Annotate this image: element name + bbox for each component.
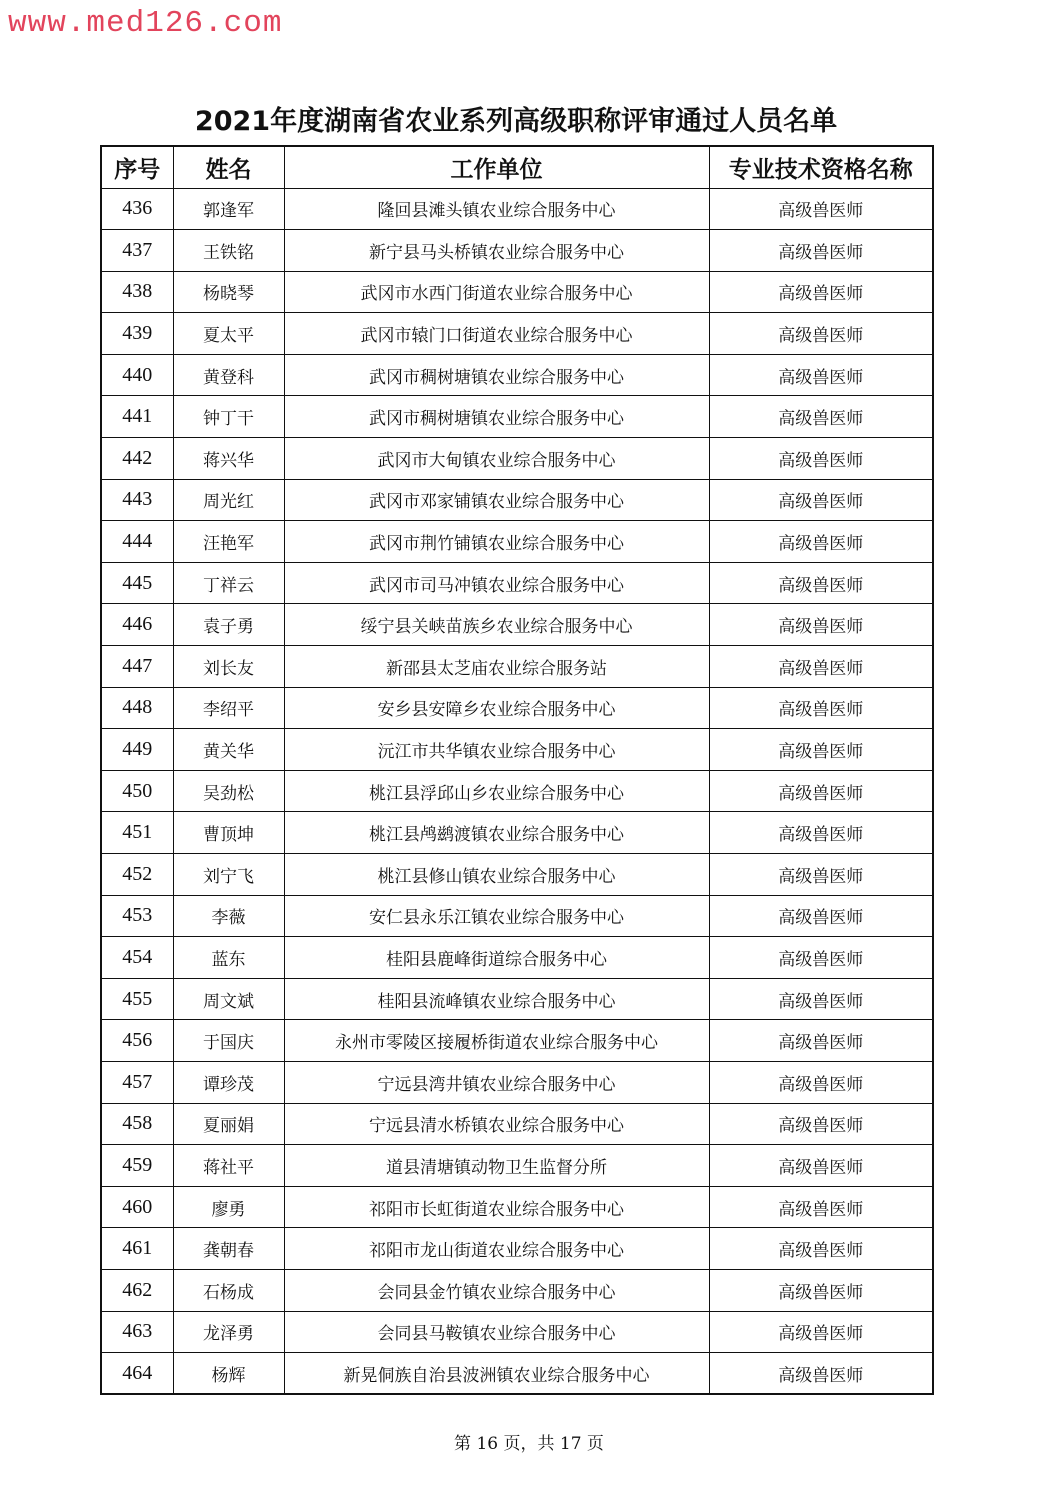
table-row [101,687,933,729]
cell-qualification: 高级兽医师 [709,438,933,480]
cell-workplace: 桃江县浮邱山乡农业综合服务中心 [284,770,709,812]
cell-name: 黄关华 [173,729,284,771]
table-row [101,770,933,812]
table-row [101,646,933,688]
cell-seq: 453 [101,895,173,937]
cell-qualification: 高级兽医师 [709,978,933,1020]
table-row [101,313,933,355]
cell-workplace: 隆回县滩头镇农业综合服务中心 [284,188,709,230]
cell-qualification: 高级兽医师 [709,895,933,937]
cell-workplace: 永州市零陵区接履桥街道农业综合服务中心 [284,1020,709,1062]
table-row [101,188,933,230]
roster-table [100,145,934,1395]
cell-seq: 438 [101,271,173,313]
cell-name: 周文斌 [173,978,284,1020]
cell-seq: 454 [101,937,173,979]
cell-seq: 457 [101,1061,173,1103]
cell-qualification: 高级兽医师 [709,271,933,313]
cell-qualification: 高级兽医师 [709,521,933,563]
cell-name: 龚朝春 [173,1228,284,1270]
cell-name: 杨辉 [173,1353,284,1395]
table-row [101,354,933,396]
header-name: 姓名 [173,146,284,188]
cell-workplace: 武冈市邓家铺镇农业综合服务中心 [284,479,709,521]
table-row [101,396,933,438]
cell-qualification: 高级兽医师 [709,1311,933,1353]
cell-name: 蓝东 [173,937,284,979]
cell-qualification: 高级兽医师 [709,1353,933,1395]
cell-seq: 458 [101,1103,173,1145]
cell-seq: 447 [101,646,173,688]
cell-name: 石杨成 [173,1269,284,1311]
cell-seq: 440 [101,354,173,396]
cell-name: 李薇 [173,895,284,937]
table-header [101,146,933,188]
table-row [101,978,933,1020]
cell-name: 于国庆 [173,1020,284,1062]
cell-name: 蒋兴华 [173,438,284,480]
cell-seq: 459 [101,1145,173,1187]
table-row [101,438,933,480]
cell-workplace: 桃江县修山镇农业综合服务中心 [284,854,709,896]
cell-workplace: 新宁县马头桥镇农业综合服务中心 [284,230,709,272]
cell-workplace: 武冈市荆竹铺镇农业综合服务中心 [284,521,709,563]
cell-qualification: 高级兽医师 [709,313,933,355]
cell-workplace: 武冈市司马冲镇农业综合服务中心 [284,562,709,604]
cell-name: 汪艳军 [173,521,284,563]
cell-workplace: 桂阳县流峰镇农业综合服务中心 [284,978,709,1020]
cell-workplace: 沅江市共华镇农业综合服务中心 [284,729,709,771]
table-row [101,271,933,313]
cell-qualification: 高级兽医师 [709,687,933,729]
cell-qualification: 高级兽医师 [709,854,933,896]
table-row [101,937,933,979]
table-row [101,854,933,896]
table-row [101,812,933,854]
table-row [101,521,933,563]
cell-workplace: 祁阳市龙山街道农业综合服务中心 [284,1228,709,1270]
cell-seq: 462 [101,1269,173,1311]
table-row [101,230,933,272]
cell-seq: 450 [101,770,173,812]
cell-name: 周光红 [173,479,284,521]
cell-workplace: 会同县金竹镇农业综合服务中心 [284,1269,709,1311]
cell-seq: 443 [101,479,173,521]
cell-seq: 463 [101,1311,173,1353]
cell-workplace: 道县清塘镇动物卫生监督分所 [284,1145,709,1187]
cell-workplace: 武冈市稠树塘镇农业综合服务中心 [284,396,709,438]
cell-workplace: 安仁县永乐江镇农业综合服务中心 [284,895,709,937]
watermark: www.med126.com [8,6,283,41]
cell-name: 夏太平 [173,313,284,355]
table-row [101,604,933,646]
header-qualification: 专业技术资格名称 [709,146,933,188]
cell-name: 蒋社平 [173,1145,284,1187]
cell-qualification: 高级兽医师 [709,937,933,979]
table-row [101,1145,933,1187]
header-workplace: 工作单位 [284,146,709,188]
cell-name: 刘长友 [173,646,284,688]
page-footer: 第 16 页，共 17 页 [454,1434,604,1454]
cell-qualification: 高级兽医师 [709,770,933,812]
cell-workplace: 会同县马鞍镇农业综合服务中心 [284,1311,709,1353]
cell-qualification: 高级兽医师 [709,729,933,771]
table-row [101,1186,933,1228]
cell-qualification: 高级兽医师 [709,479,933,521]
cell-qualification: 高级兽医师 [709,1061,933,1103]
table-row [101,1228,933,1270]
cell-name: 曹顶坤 [173,812,284,854]
cell-name: 夏丽娟 [173,1103,284,1145]
cell-seq: 441 [101,396,173,438]
cell-qualification: 高级兽医师 [709,354,933,396]
cell-workplace: 武冈市大甸镇农业综合服务中心 [284,438,709,480]
cell-qualification: 高级兽医师 [709,604,933,646]
cell-name: 廖勇 [173,1186,284,1228]
cell-qualification: 高级兽医师 [709,1228,933,1270]
cell-seq: 460 [101,1186,173,1228]
cell-qualification: 高级兽医师 [709,646,933,688]
cell-seq: 448 [101,687,173,729]
cell-workplace: 宁远县湾井镇农业综合服务中心 [284,1061,709,1103]
cell-qualification: 高级兽医师 [709,188,933,230]
cell-name: 袁子勇 [173,604,284,646]
document-title: 2021年度湖南省农业系列高级职称评审通过人员名单 [194,106,838,137]
cell-workplace: 桃江县鸬鹚渡镇农业综合服务中心 [284,812,709,854]
table-row [101,1103,933,1145]
cell-workplace: 武冈市稠树塘镇农业综合服务中心 [284,354,709,396]
cell-seq: 442 [101,438,173,480]
cell-seq: 449 [101,729,173,771]
table-row [101,1061,933,1103]
table-row [101,895,933,937]
cell-seq: 446 [101,604,173,646]
cell-name: 龙泽勇 [173,1311,284,1353]
cell-name: 刘宁飞 [173,854,284,896]
cell-seq: 452 [101,854,173,896]
cell-seq: 445 [101,562,173,604]
cell-seq: 436 [101,188,173,230]
cell-workplace: 安乡县安障乡农业综合服务中心 [284,687,709,729]
cell-qualification: 高级兽医师 [709,1145,933,1187]
table-row [101,1020,933,1062]
table-row [101,1269,933,1311]
cell-workplace: 新邵县太芝庙农业综合服务站 [284,646,709,688]
cell-qualification: 高级兽医师 [709,812,933,854]
table-body [101,188,933,1394]
cell-name: 黄登科 [173,354,284,396]
cell-seq: 461 [101,1228,173,1270]
cell-qualification: 高级兽医师 [709,1020,933,1062]
table-row [101,479,933,521]
cell-qualification: 高级兽医师 [709,562,933,604]
cell-name: 丁祥云 [173,562,284,604]
cell-workplace: 桂阳县鹿峰街道综合服务中心 [284,937,709,979]
cell-workplace: 新晃侗族自治县波洲镇农业综合服务中心 [284,1353,709,1395]
cell-name: 王铁铭 [173,230,284,272]
header-row [101,146,933,188]
table-row [101,562,933,604]
cell-workplace: 武冈市辕门口街道农业综合服务中心 [284,313,709,355]
cell-qualification: 高级兽医师 [709,1269,933,1311]
cell-workplace: 武冈市水西门街道农业综合服务中心 [284,271,709,313]
cell-seq: 437 [101,230,173,272]
cell-seq: 444 [101,521,173,563]
cell-name: 杨晓琴 [173,271,284,313]
cell-seq: 455 [101,978,173,1020]
cell-seq: 451 [101,812,173,854]
cell-name: 李绍平 [173,687,284,729]
cell-name: 吴劲松 [173,770,284,812]
table-row [101,1353,933,1395]
cell-workplace: 祁阳市长虹街道农业综合服务中心 [284,1186,709,1228]
header-seq: 序号 [101,146,173,188]
cell-seq: 464 [101,1353,173,1395]
cell-workplace: 绥宁县关峡苗族乡农业综合服务中心 [284,604,709,646]
cell-qualification: 高级兽医师 [709,1103,933,1145]
cell-seq: 439 [101,313,173,355]
cell-qualification: 高级兽医师 [709,230,933,272]
cell-workplace: 宁远县清水桥镇农业综合服务中心 [284,1103,709,1145]
cell-qualification: 高级兽医师 [709,396,933,438]
table-row [101,729,933,771]
cell-name: 郭逢军 [173,188,284,230]
cell-qualification: 高级兽医师 [709,1186,933,1228]
cell-name: 钟丁干 [173,396,284,438]
table-row [101,1311,933,1353]
cell-name: 谭珍茂 [173,1061,284,1103]
cell-seq: 456 [101,1020,173,1062]
